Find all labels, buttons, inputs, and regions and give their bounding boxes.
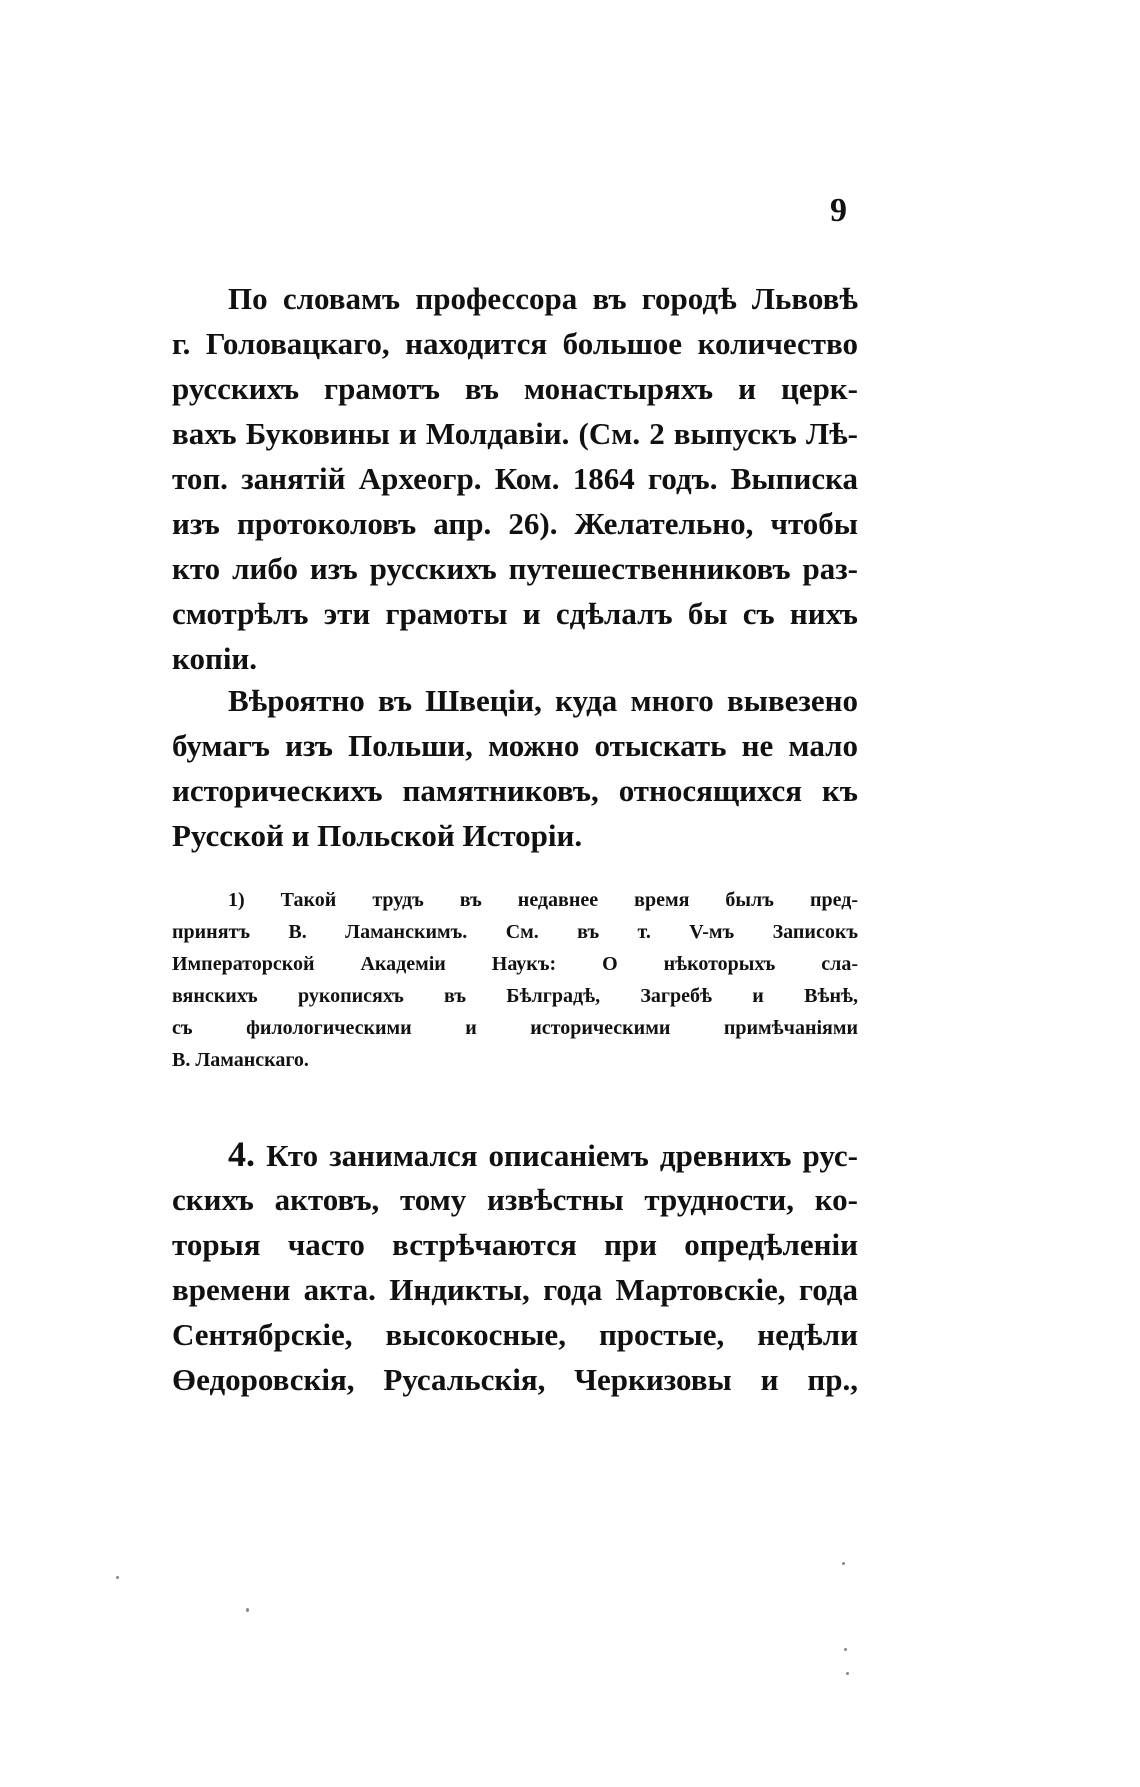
- footnote-line: принятъ В. Ламанскимъ. См. въ т. V-мъ Записокъ: [172, 921, 858, 943]
- section-4: [172, 1132, 858, 1402]
- section-first-line-text: Кто занимался описаніемъ древнихъ рус-: [266, 1138, 859, 1173]
- text-line: времени акта. Индикты, года Мартовскіе, года: [172, 1272, 858, 1307]
- text-line: Сентябрскіе, высокосные, простые, недѣли: [172, 1317, 858, 1352]
- text-line: По словамъ профессора въ городѣ Львовѣ: [228, 281, 858, 316]
- text-line: бумагъ изъ Польши, можно отыскать не мало: [172, 728, 858, 763]
- text-line: кто либо изъ русскихъ путешественниковъ раз-: [172, 551, 858, 586]
- footnote-line: съ филологическими и историческими примѣчаніями: [172, 1017, 858, 1039]
- scan-speck: [846, 1672, 849, 1675]
- footnote-line: Императорской Академіи Наукъ: О нѣкоторыхъ сла-: [172, 953, 858, 975]
- text-line: русскихъ грамотъ въ монастыряхъ и церк-: [172, 371, 858, 406]
- text-line: историческихъ памятниковъ, относящихся къ: [172, 773, 858, 808]
- scan-speck: [842, 1562, 845, 1565]
- section-number: 4.: [228, 1134, 255, 1174]
- footnote: [172, 884, 858, 1076]
- text-line: Өедоровскія, Русальскія, Черкизовы и пр.,: [172, 1362, 858, 1397]
- footnote-line: 1) Такой трудъ въ недавнее время былъ пред-: [228, 889, 858, 911]
- paragraph-2: [172, 678, 858, 858]
- text-line: топ. занятій Археогр. Ком. 1864 годъ. Выписка: [172, 461, 858, 496]
- text-line: г. Головацкаго, находится большое количество: [172, 326, 858, 361]
- scan-speck: [116, 1576, 119, 1579]
- text-line: копіи.: [172, 641, 258, 676]
- text-line: торыя часто встрѣчаются при опредѣленіи: [172, 1227, 858, 1262]
- text-line: вахъ Буковины и Молдавіи. (См. 2 выпускъ Лѣ-: [172, 416, 858, 451]
- text-line: Вѣроятно въ Швеціи, куда много вывезено: [228, 683, 858, 718]
- page-number: 9: [830, 192, 847, 229]
- section-first-line: [172, 1132, 858, 1177]
- paragraph-1: [172, 276, 858, 681]
- text-line: Русской и Польской Исторіи.: [172, 818, 583, 853]
- scan-speck: [246, 1608, 249, 1612]
- footnote-line: вянскихъ рукописяхъ въ Бѣлградѣ, Загребѣ и Вѣнѣ,: [172, 985, 858, 1007]
- footnote-line: В. Ламанскаго.: [172, 1049, 309, 1071]
- text-line: скихъ актовъ, тому извѣстны трудности, ко-: [172, 1182, 858, 1217]
- text-line: смотрѣлъ эти грамоты и сдѣлалъ бы съ нихъ: [172, 596, 858, 631]
- scan-speck: [844, 1648, 847, 1651]
- text-line: изъ протоколовъ апр. 26). Желательно, чтобы: [172, 506, 858, 541]
